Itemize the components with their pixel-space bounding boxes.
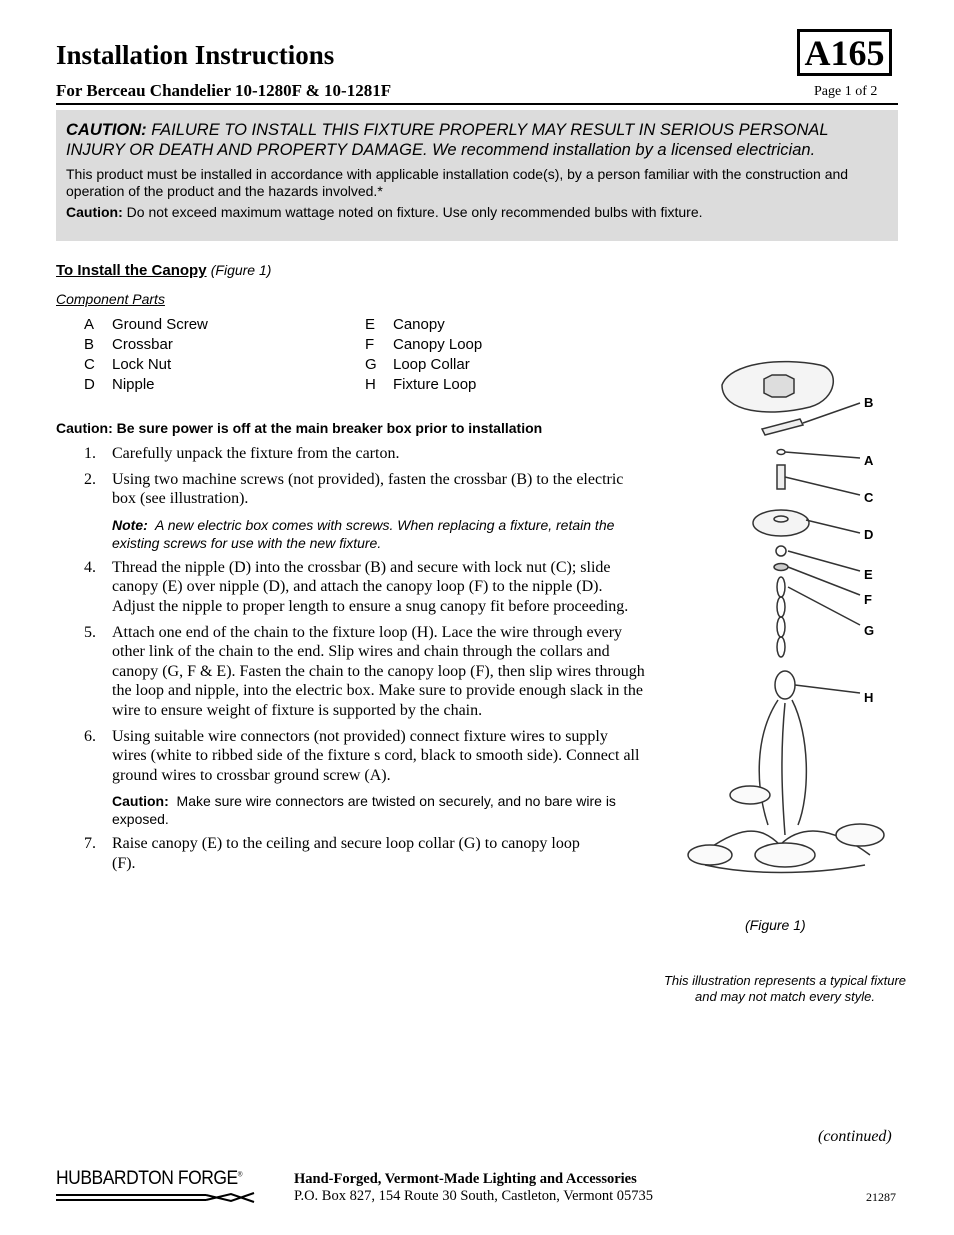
- part-letter: E: [365, 316, 376, 333]
- step-number: 7.: [84, 835, 96, 853]
- part-item: [84, 375, 155, 395]
- note-step2: [112, 516, 646, 552]
- caution-label: CAUTION:: [66, 121, 147, 139]
- figure-label-e: E: [864, 567, 873, 582]
- box-hex: [764, 375, 794, 397]
- page-number: Page 1 of 2: [814, 84, 878, 99]
- step-number: 4.: [84, 558, 96, 576]
- part-letter: F: [365, 336, 375, 353]
- header-rule: [56, 103, 898, 105]
- section-heading: [56, 262, 271, 279]
- page-subtitle: For Berceau Chandelier 10-1280F & 10-1281F: [56, 81, 392, 100]
- step-number: 2.: [84, 470, 96, 488]
- step-item: [84, 834, 646, 873]
- chandelier-illustration: [660, 355, 910, 900]
- caution-wattage-label: Caution:: [66, 204, 123, 220]
- part-letter: G: [365, 356, 377, 373]
- page-title: Installation Instructions: [56, 40, 335, 70]
- note-step6: [112, 792, 646, 828]
- figure-label-a: A: [864, 453, 874, 468]
- shade-back: [730, 786, 770, 804]
- part-name: Lock Nut: [112, 356, 172, 373]
- caution-main: [66, 120, 888, 160]
- components-heading: Component Parts: [56, 291, 165, 307]
- caution-box: [56, 110, 898, 241]
- shade-left: [688, 845, 732, 865]
- brand-logo: [56, 1168, 261, 1204]
- footer-address: P.O. Box 827, 154 Route 30 South, Castleton, Vermont 05735: [294, 1188, 654, 1204]
- step-text: Using suitable wire connectors (not provided) connect fixture wires to supply wires (white to ribbed side of the fixture s cord, black to smooth side). Connect all ground wires to crossbar ground screw (A).: [112, 727, 640, 784]
- part-letter: H: [365, 376, 376, 393]
- part-item: [84, 355, 171, 375]
- part-item: [84, 335, 173, 355]
- figure-label-c: C: [864, 490, 874, 505]
- document-number: 21287: [866, 1190, 896, 1204]
- part-item: [365, 315, 445, 335]
- step-text: Using two machine screws (not provided), fasten the crossbar (B) to the electric box (see illustration).: [112, 470, 624, 508]
- step-text: Raise canopy (E) to the ceiling and secure loop collar (G) to canopy loop (F).: [112, 835, 580, 872]
- figure-label-h: H: [864, 690, 874, 705]
- step-number: 5.: [84, 623, 96, 641]
- figure-label-g: G: [864, 623, 875, 638]
- part-item: [84, 315, 208, 335]
- part-letter: B: [84, 336, 95, 353]
- caution-wattage-text: Do not exceed maximum wattage noted on fixture. Use only recommended bulbs with fixture.: [126, 204, 703, 220]
- part-name: Loop Collar: [393, 356, 470, 373]
- note-label: Caution:: [112, 793, 169, 810]
- part-item: [365, 355, 470, 375]
- part-name: Ground Screw: [112, 316, 208, 333]
- logo-tongs-icon: [56, 1190, 261, 1204]
- figure-label-d: D: [864, 527, 874, 542]
- step-number: 1.: [84, 445, 96, 462]
- nipple-shape: [777, 465, 785, 489]
- part-name: Canopy: [393, 316, 445, 333]
- caution-wattage: [66, 204, 888, 221]
- step-item: [84, 558, 646, 617]
- step-text: Carefully unpack the fixture from the carton.: [112, 445, 400, 462]
- part-item: [365, 335, 482, 355]
- part-name: Fixture Loop: [393, 376, 477, 393]
- loop-collar-shape: [774, 564, 788, 571]
- part-name: Canopy Loop: [393, 336, 483, 353]
- registered-mark: ®: [237, 1171, 243, 1179]
- step-item: [84, 623, 646, 721]
- figure-label-b: B: [864, 395, 874, 410]
- chain-shape: [777, 577, 785, 657]
- caution-main-text: FAILURE TO INSTALL THIS FIXTURE PROPERLY MAY RESULT IN SERIOUS PERSONAL INJURY OR DEATH AND PROPERTY DAMAGE. We recommend installation by a licensed electrician.: [66, 121, 829, 159]
- crossbar-shape: [762, 419, 803, 435]
- shade-right: [836, 824, 884, 846]
- continued-note: (continued): [818, 1128, 892, 1145]
- document-code: A165: [797, 29, 892, 76]
- canopy-shape: [753, 510, 809, 536]
- section-title: To Install the Canopy: [56, 262, 207, 279]
- figure-label-f: F: [864, 592, 872, 607]
- part-letter: A: [84, 316, 95, 333]
- figure-note: This illustration represents a typical fixture and may not match every style.: [663, 973, 907, 1004]
- section-figure-ref: (Figure 1): [210, 262, 272, 278]
- step-text: Attach one end of the chain to the fixture loop (H). Lace the wire through every other link of the chain to the end. Slip wires and chain through the collars and canopy (G, F & E). Fasten the chain to the canopy loop (F), then slip wires through the loop and nipple, into the electric box. Make sure to provide enough slack in the wire to ensure weight of fixture is supported by the chain.: [112, 623, 645, 719]
- step-item: [84, 470, 646, 509]
- figure-caption: (Figure 1): [745, 917, 806, 933]
- part-name: Nipple: [112, 376, 155, 393]
- part-item: [365, 375, 476, 395]
- step-text: Thread the nipple (D) into the crossbar (B) and secure with lock nut (C); slide canopy (E) over nipple (D), and attach the canopy loop (F) to the nipple (D). Adjust the nipple to proper length to ensure a snug canopy fit before proceeding.: [112, 558, 629, 615]
- power-caution: Caution: Be sure power is off at the main breaker box prior to installation: [56, 420, 543, 436]
- step-item: [84, 444, 646, 464]
- brand-name: [56, 1168, 245, 1190]
- part-letter: D: [84, 376, 95, 393]
- note-text: A new electric box comes with screws. When replacing a fixture, retain the existing screws for use with the new fixture.: [112, 516, 615, 551]
- shade-center: [755, 843, 815, 867]
- note-label: Note:: [112, 516, 148, 533]
- caution-code-text: This product must be installed in accordance with applicable installation code(s), by a person familiar with the construction and operation of the product and the hazards involved.*: [66, 166, 849, 199]
- part-letter: C: [84, 356, 95, 373]
- part-name: Crossbar: [112, 336, 173, 353]
- brand-text: HUBBARDTON FORGE: [56, 1168, 238, 1189]
- footer-tagline: Hand-Forged, Vermont-Made Lighting and Accessories: [294, 1171, 637, 1187]
- step-item: [84, 727, 646, 786]
- step-number: 6.: [84, 727, 96, 745]
- steps-list: [84, 444, 646, 880]
- ground-screw-shape: [777, 450, 785, 455]
- fixture-body-shape: [759, 700, 806, 835]
- note-text: Make sure wire connectors are twisted on securely, and no bare wire is exposed.: [112, 793, 616, 828]
- canopy-loop-shape: [776, 546, 786, 556]
- fixture-loop-shape: [775, 671, 795, 699]
